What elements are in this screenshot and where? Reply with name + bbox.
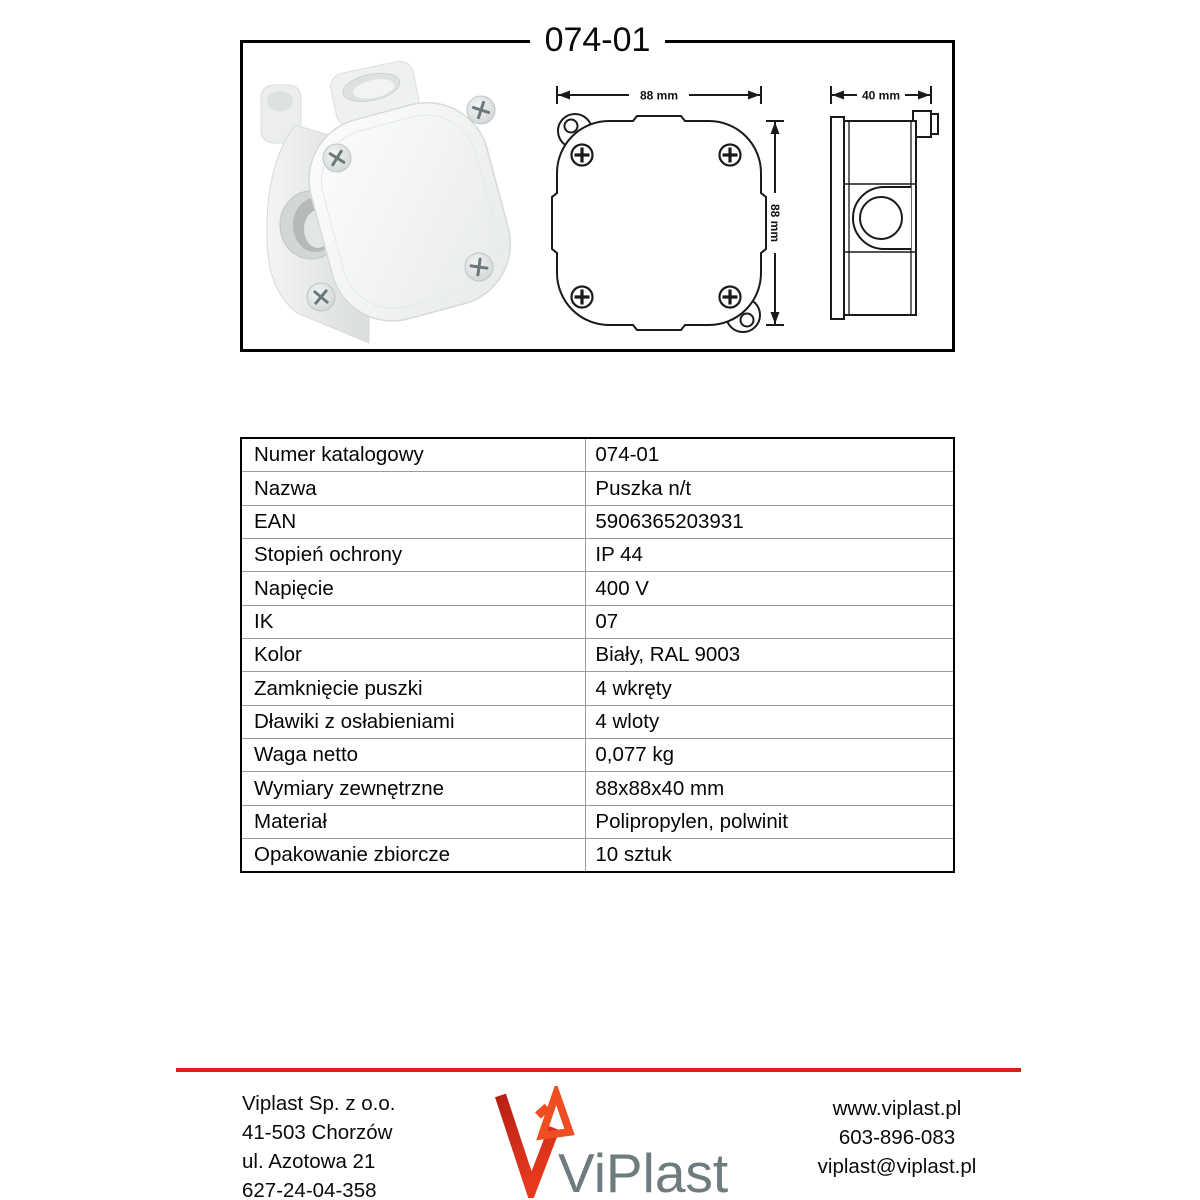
spec-label: Zamknięcie puszki [254,676,423,700]
spec-value: Polipropylen, polwinit [585,806,953,838]
product-image-panel [240,21,955,352]
spec-label: EAN [254,509,297,533]
spec-label: Waga netto [254,743,359,767]
footer-company-line: 41-503 Chorzów [242,1121,393,1144]
spec-label: Numer katalogowy [254,443,424,467]
spec-label: Napięcie [254,576,334,600]
table-row [242,838,953,871]
table-row [242,605,953,638]
front-width-dimension-label: 88 mm [639,88,679,103]
spec-label: Stopień ochrony [254,543,403,567]
spec-value: 0,077 kg [585,739,953,771]
table-row [242,471,953,504]
table-row [242,805,953,838]
spec-label: Kolor [254,643,302,667]
footer-rule [176,1068,1021,1072]
spec-label: Opakowanie zbiorcze [254,843,450,867]
footer-contact-line: 603-896-083 [838,1126,956,1149]
footer-company [242,1089,395,1200]
spec-value: 074-01 [585,439,953,471]
table-row [242,671,953,704]
table-row [242,738,953,771]
footer-company-line: 627-24-04-358 [242,1179,377,1200]
footer-company-line: Viplast Sp. z o.o. [242,1092,396,1115]
spec-value: 400 V [585,572,953,604]
spec-value: 88x88x40 mm [585,772,953,804]
viplast-logo [488,1085,728,1198]
footer-contact-line: viplast@viplast.pl [817,1155,977,1178]
spec-label: IK [254,609,274,633]
spec-label: Wymiary zewnętrzne [254,776,445,800]
footer-contact [787,1094,1007,1181]
spec-value: IP 44 [585,539,953,571]
table-row [242,705,953,738]
spec-table [240,437,955,873]
spec-value: 10 sztuk [585,839,953,871]
spec-value: 4 wkręty [585,672,953,704]
table-row [242,439,953,471]
footer-company-line: ul. Azotowa 21 [242,1150,376,1173]
spec-value: 4 wloty [585,706,953,738]
footer-contact-line: www.viplast.pl [832,1097,962,1120]
spec-label: Nazwa [254,476,317,500]
product-photo [249,55,541,347]
table-row [242,538,953,571]
spec-value: 5906365203931 [585,506,953,538]
spec-label: Materiał [254,809,327,833]
spec-label: Dławiki z osłabieniami [254,709,455,733]
front-height-dimension-label: 88 mm [768,203,782,243]
viplast-logo-text: ViPlast [558,1142,729,1200]
table-row [242,638,953,671]
table-row [242,571,953,604]
spec-value: 07 [585,606,953,638]
front-view-drawing [545,81,793,347]
table-row [242,505,953,538]
table-row [242,771,953,804]
side-view-drawing [823,81,951,347]
spec-value: Puszka n/t [585,472,953,504]
spec-value: Biały, RAL 9003 [585,639,953,671]
page-title: 074-01 [530,19,666,61]
side-width-dimension-label: 40 mm [861,88,901,103]
